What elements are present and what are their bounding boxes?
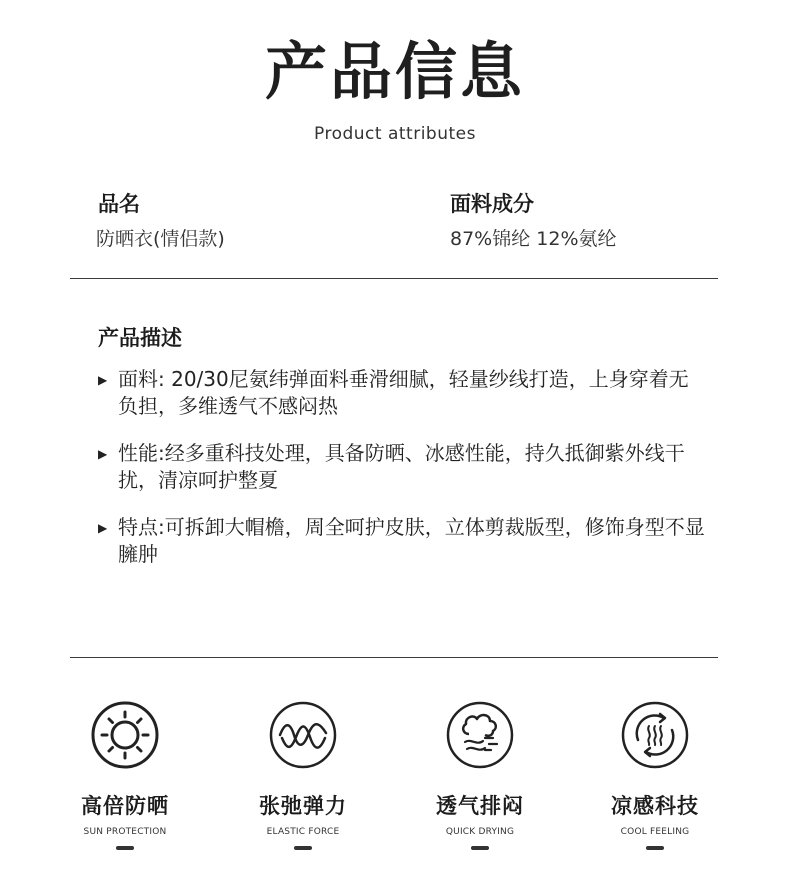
feature-dash [116, 846, 134, 850]
list-item [98, 440, 718, 494]
feature-title: 高倍防晒 [81, 794, 169, 818]
divider-bottom [70, 657, 718, 658]
description-heading: 产品描述 [98, 326, 182, 350]
attr-value-fabric: 87%锦纶 12%氨纶 [450, 228, 617, 250]
description-text: 特点:可拆卸大帽檐，周全呵护皮肤，立体剪裁版型，修饰身型不显臃肿 [118, 515, 705, 566]
feature-subtitle: ELASTIC FORCE [266, 827, 340, 837]
divider-top [70, 278, 718, 279]
feature-cool-feeling [575, 700, 735, 850]
steam-cloud-icon [445, 700, 515, 770]
feature-title: 透气排闷 [436, 794, 524, 818]
list-item [98, 366, 718, 420]
list-item [98, 514, 718, 568]
page-subtitle: Product attributes [314, 124, 476, 144]
description-text: 性能:经多重科技处理，具备防晒、冰感性能，持久抵御紫外线干扰，清凉呵护整夏 [118, 441, 685, 492]
description-text: 面料: 20/30尼氨纬弹面料垂滑细腻，轻量纱线打造，上身穿着无负担，多维透气不感闷热 [118, 367, 689, 418]
bullet-icon: ▶ [98, 373, 108, 387]
cooling-cycle-icon [620, 700, 690, 770]
wave-icon [268, 700, 338, 770]
feature-subtitle: QUICK DRYING [445, 827, 515, 837]
feature-subtitle: COOL FEELING [620, 827, 690, 837]
feature-dash [294, 846, 312, 850]
attr-value-product-name: 防晒衣(情侣款) [96, 228, 225, 250]
bullet-icon: ▶ [98, 521, 108, 535]
description-list [98, 366, 718, 588]
page-title: 产品信息 [264, 35, 525, 108]
bullet-icon: ▶ [98, 447, 108, 461]
feature-dash [471, 846, 489, 850]
attr-label-product-name: 品名 [98, 192, 140, 216]
sun-icon [90, 700, 160, 770]
feature-subtitle: SUN PROTECTION [83, 827, 167, 837]
feature-title: 凉感科技 [611, 794, 699, 818]
feature-elastic-force [223, 700, 383, 850]
feature-dash [646, 846, 664, 850]
attr-label-fabric: 面料成分 [450, 192, 534, 216]
feature-title: 张弛弹力 [259, 794, 347, 818]
feature-quick-drying [400, 700, 560, 850]
feature-sun-protection [45, 700, 205, 850]
